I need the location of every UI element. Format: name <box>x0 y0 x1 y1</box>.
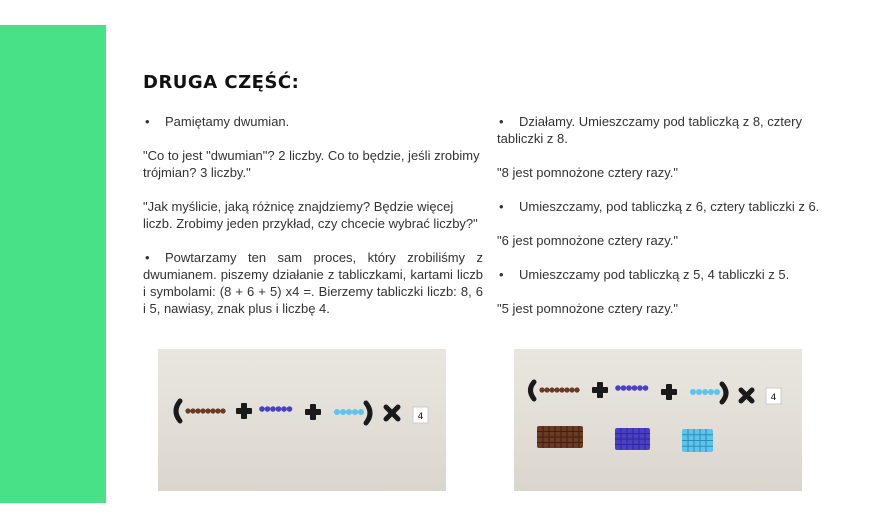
bead-bar-5 <box>690 389 720 395</box>
right-column <box>497 113 842 334</box>
plus-sign-2 <box>661 384 677 400</box>
open-parenthesis <box>176 401 180 421</box>
multiply-sign <box>386 407 398 419</box>
bead-group-4x5 <box>682 429 713 452</box>
bead-bar-6 <box>615 385 648 391</box>
left-paragraph-4: • Powtarzamy ten sam proces, który zrobiliśmy z dwumianem. piszemy działanie z tabliczkami, kartami liczb i symbolami: (8 + 6 + 5) x4 =. Bierzemy tabliczki liczb: 8, 6 i 5, nawiasy, znak plus i liczbę 4. <box>143 249 483 317</box>
left-paragraph-1: • Pamiętamy dwumian. <box>143 113 483 130</box>
close-parenthesis <box>366 403 370 423</box>
number-card-label: 4 <box>417 412 424 422</box>
bead-group-4x8 <box>537 426 583 448</box>
close-parenthesis <box>722 384 726 402</box>
plus-sign-2 <box>305 404 321 420</box>
bead-group-4x6 <box>615 428 650 450</box>
right-paragraph-4: "6 jest pomnożone cztery razy." <box>497 233 678 248</box>
left-column <box>143 113 483 334</box>
right-paragraph-3: • Umieszczamy, pod tabliczką z 6, cztery tabliczki z 6. <box>497 198 842 215</box>
bead-bar-8 <box>539 387 580 392</box>
page-title: DRUGA CZĘŚĆ: <box>143 72 300 93</box>
bead-multiplication-illustration <box>514 349 802 491</box>
plus-sign-1 <box>592 382 608 398</box>
left-paragraph-3: "Jak myślicie, jaką różnicę znajdziemy? Będzie więcej liczb. Zrobimy jeden przykład, czy chcecie wybrać liczby?" <box>143 199 478 231</box>
right-paragraph-6: "5 jest pomnożone cztery razy." <box>497 301 678 316</box>
multiply-sign <box>741 390 752 401</box>
bead-bar-6 <box>259 406 292 412</box>
bead-bar-5 <box>334 409 364 415</box>
bead-bar-8 <box>185 408 226 413</box>
open-parenthesis <box>531 382 535 399</box>
right-paragraph-2: "8 jest pomnożone cztery razy." <box>497 165 678 180</box>
accent-bar <box>0 25 106 503</box>
plus-sign-1 <box>236 403 252 419</box>
right-paragraph-5: • Umieszczamy pod tabliczką z 5, 4 tabliczki z 5. <box>497 266 842 283</box>
left-paragraph-2: "Co to jest "dwumian"? 2 liczby. Co to będzie, jeśli zrobimy trójmian? 3 liczby." <box>143 148 480 180</box>
number-card-label: 4 <box>770 393 777 403</box>
right-paragraph-1: • Działamy. Umieszczamy pod tabliczką z 8, cztery tabliczki z 8. <box>497 113 842 147</box>
photo-multiplication <box>514 349 802 491</box>
bead-expression-illustration <box>158 349 446 491</box>
photo-expression <box>158 349 446 491</box>
